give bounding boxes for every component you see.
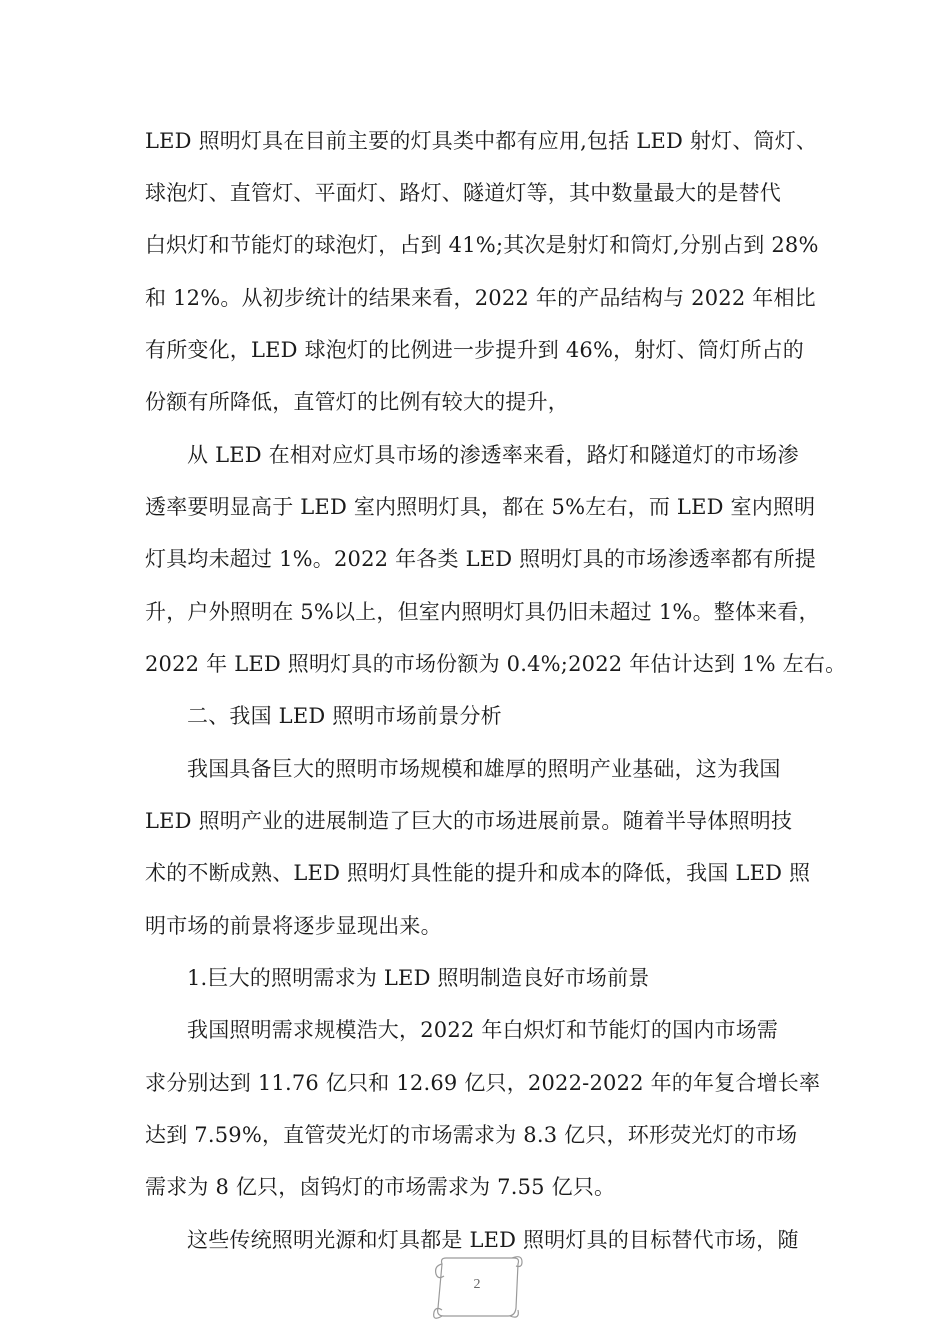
text-line: 透率要明显高于 LED 室内照明灯具，都在 5%左右，而 LED 室内照明	[145, 495, 816, 519]
text-line: 术的不断成熟、LED 照明灯具性能的提升和成本的降低，我国 LED 照	[145, 861, 811, 885]
text-line: LED 照明产业的进展制造了巨大的市场进展前景。随着半导体照明技	[145, 809, 793, 833]
text-line: 我国具备巨大的照明市场规模和雄厚的照明产业基础，这为我国	[187, 757, 781, 781]
text-line: 明市场的前景将逐步显现出来。	[145, 914, 442, 938]
text-line: 2022 年 LED 照明灯具的市场份额为 0.4%;2022 年估计达到 1% 左右。	[145, 652, 847, 676]
text-line: 我国照明需求规模浩大，2022 年白炽灯和节能灯的国内市场需	[187, 1018, 779, 1042]
text-line: 灯具均未超过 1%。2022 年各类 LED 照明灯具的市场渗透率都有所提	[145, 547, 816, 571]
text-line: 这些传统照明光源和灯具都是 LED 照明灯具的目标替代市场，随	[187, 1228, 799, 1252]
subsection-heading: 1.巨大的照明需求为 LED 照明制造良好市场前景	[187, 966, 650, 990]
text-line: 球泡灯、直管灯、平面灯、路灯、隧道灯等，其中数量最大的是替代	[145, 181, 781, 205]
text-line: 份额有所降低，直管灯的比例有较大的提升，	[145, 390, 569, 414]
text-line: 和 12%。从初步统计的结果来看，2022 年的产品结构与 2022 年相比	[145, 286, 816, 310]
page-number-scroll	[428, 1250, 526, 1328]
page-number: 2	[473, 1277, 481, 1292]
text-line: 求分别达到 11.76 亿只和 12.69 亿只，2022-2022 年的年复合增长率	[145, 1071, 821, 1095]
text-line: 白炽灯和节能灯的球泡灯，占到 41%;其次是射灯和筒灯,分别占到 28%	[145, 233, 819, 257]
text-line: 需求为 8 亿只，卤钨灯的市场需求为 7.55 亿只。	[145, 1175, 616, 1199]
text-line: 达到 7.59%，直管荧光灯的市场需求为 8.3 亿只，环形荧光灯的市场	[145, 1123, 798, 1147]
text-line: LED 照明灯具在目前主要的灯具类中都有应用,包括 LED 射灯、筒灯、	[145, 129, 818, 153]
section-heading: 二、我国 LED 照明市场前景分析	[187, 704, 502, 728]
text-line: 从 LED 在相对应灯具市场的渗透率来看，路灯和隧道灯的市场渗	[187, 443, 799, 467]
text-line: 升，户外照明在 5%以上，但室内照明灯具仍旧未超过 1%。整体来看，	[145, 600, 820, 624]
text-line: 有所变化，LED 球泡灯的比例进一步提升到 46%，射灯、筒灯所占的	[145, 338, 804, 362]
